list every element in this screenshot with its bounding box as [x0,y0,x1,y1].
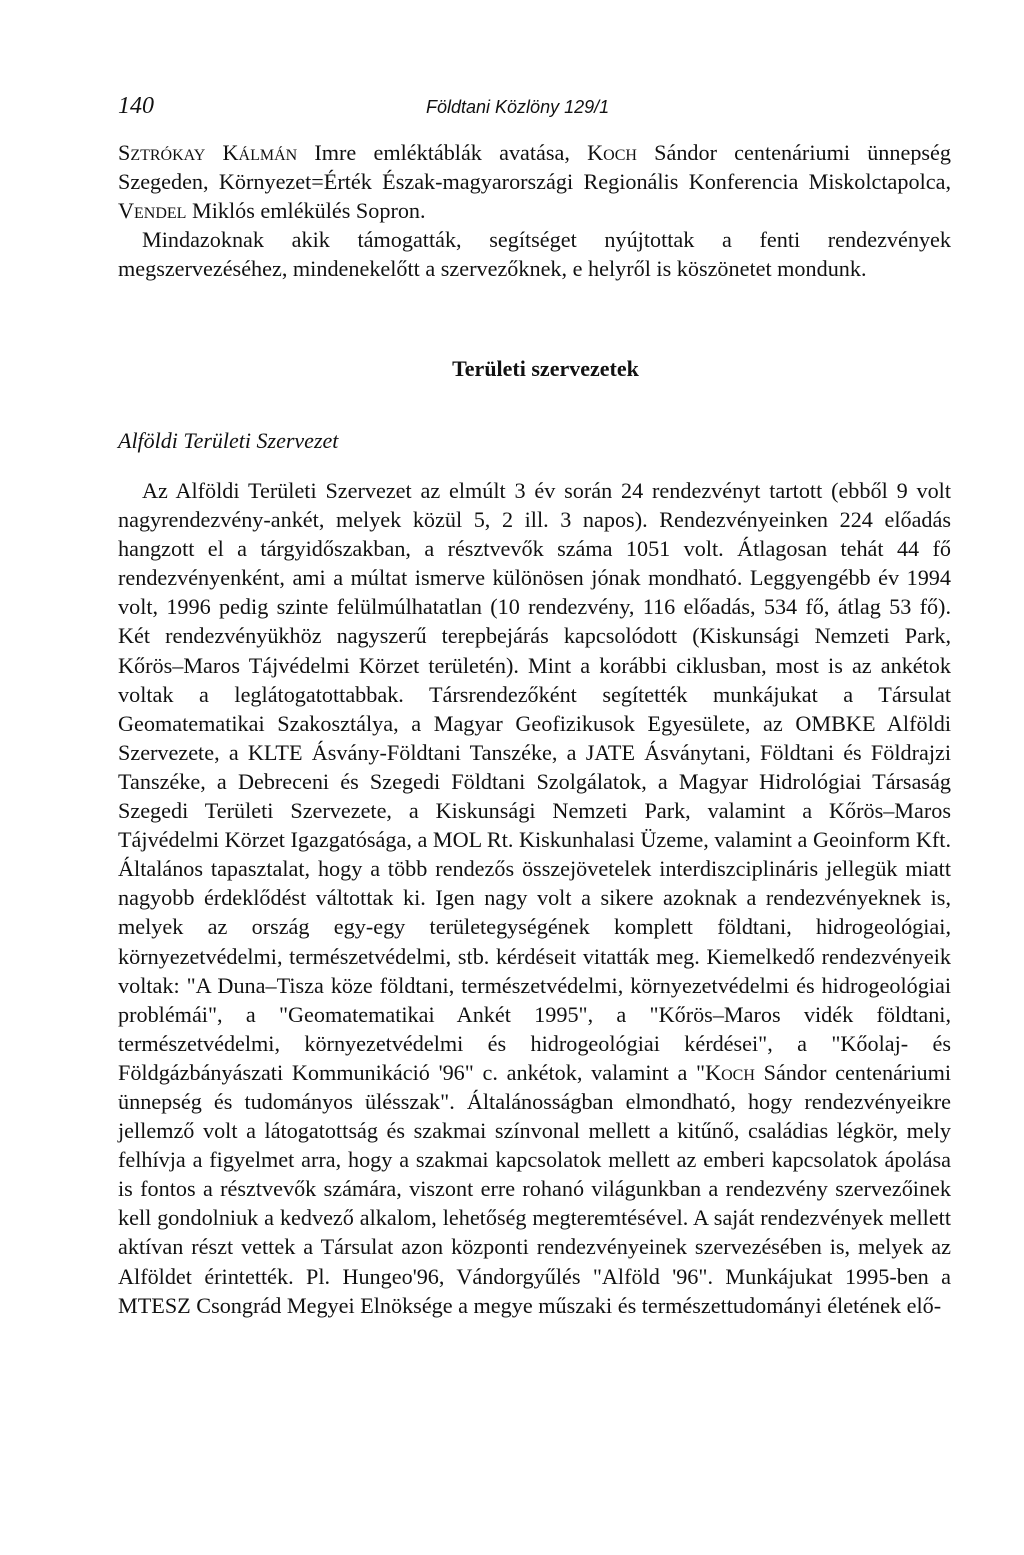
text-run: Az Alföldi Területi Szervezet az elmúlt 3 év során 24 rendezvényt tartott (ebből 9 volt nagyrendezvény-ankét, melyek közül 5, 2 ill. 3 napos). Rendezvényeinken 224 előadás hangzott el a tárgyidőszakban, a résztvevők száma 1051 volt. Átlagosan tehát 44 fő rendezvényenként, ami a múltat ismerve különösen jónak mondható. Leggyengébb év 1994 volt, 1996 pedig szinte felülmúlhatatlan (10 rendezvény, 116 előadás, 534 fő, átlag 53 fő). Két rendezvényükhöz nagyszerű terepbejárás kapcsolódott (Kiskunsági Nemzeti Park, Kőrös–Maros Tájvédelmi Körzet területén). Mint a korábbi ciklusban, most is az ankétok voltak a leglátogatottabbak. Társrendezőként segítették munkájukat a Társulat Geomatematikai Szakosztálya, a Magyar Geofizikusok Egyesülete, az OMBKE Alföldi Szervezete, a KLTE Ásvány-Földtani Tanszéke, a JATE Ásványtani, Földtani és Földrajzi Tanszéke, a Debreceni és Szegedi Földtani Szolgálatok, a Magyar Hidrológiai Társaság Szegedi Területi Szervezete, a Kiskunsági Nemzeti Park, valamint a Kőrös–Maros Tájvédelmi Körzet Igazgatósága, a MOL Rt. Kiskunhalasi Üzeme, valamint a Geoinform Kft. Általános tapasztalat, hogy a több rendezős összejövetelek interdiszciplináris jellegük miatt nagyobb érdeklődést váltottak ki. Igen nagy volt a sikere azoknak a rendezvényeknek is, melyek az ország egy-egy területegységének komplett földtani, hidrogeológiai, környezetvédelmi, természetvédelmi, stb. kérdéseit vitatták meg. Kiemelkedő rendezvényeik voltak: "A Duna–Tisza köze földtani, természetvédelmi, környezetvédelmi és hidrogeológiai problémái", a "Geomatematikai Ankét 1995", a "Kőrös–Maros vidék földtani, természetvédelmi, környezetvédelmi és hidrogeológiai kérdései", a "Kőolaj- és Földgázbányászati Kommunikáció '96" c. ankétok, valamint a " [118,478,951,1085]
subsection-heading: Alföldi Területi Szervezet [118,428,339,453]
main-text [118,476,951,1320]
section-heading: Területi szervezetek [452,356,639,381]
thanks-paragraph: Mindazoknak akik támogatták, segítséget nyújtottak a fenti rendezvények megszervezéséhez, mindenekelőtt a szervezőknek, e helyről is köszönetet mondunk. [118,227,951,282]
intro-text [118,138,951,283]
person-name: Koch [587,140,637,165]
person-name: Sztrókay Kálmán [118,140,298,165]
text-run: Sándor centenáriumi ünnepség Szegeden, Környezet=Érték Észak-magyarországi Regionális Konferencia Miskolctapolca, [118,140,951,195]
page-number: 140 [118,93,154,119]
journal-title: Földtani Közlöny 129/1 [426,97,610,117]
intro-paragraph [118,138,951,225]
text-run: Sándor centenáriumi ünnepség és tudományos ülésszak". Általánosságban elmondható, hogy rendezvényeikre jellemző volt a látogatottság és szakmai színvonal mellett a kitűnő, családias légkör, mely felhívja a figyelmet arra, hogy a szakmai kapcsolatok mellett az emberi kapcsolatok ápolása is fontos a résztvevők számára, viszont erre rohanó világunkban a rendezvény szervezőinek kell gondolniuk a kedvező alkalom, lehetőség megteremtésével. A saját rendezvények mellett aktívan részt vettek a Társulat azon központi rendezvényeinek szervezésében is, melyek az Alföldet érintették. Pl. Hungeo'96, Vándorgyűlés "Alföld '96". Munkájukat 1995-ben a MTESZ Csongrád Megyei Elnöksége a megye műszaki és természettudományi életének elő- [118,1059,951,1318]
text-run: Miklós emlékülés Sopron. [186,198,426,224]
body-paragraph [118,476,951,1320]
person-name: Koch [705,1059,755,1085]
running-head [118,93,951,123]
text-run: Imre emléktáblák avatása, [297,140,588,165]
person-name: Vendel [118,198,187,224]
